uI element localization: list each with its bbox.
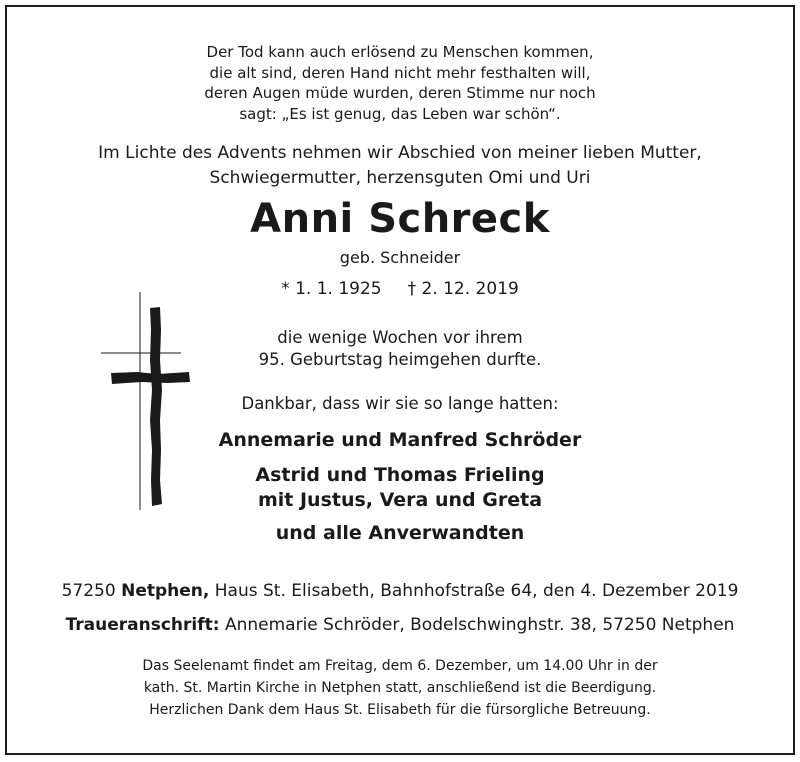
age-line: die wenige Wochen vor ihrem	[277, 328, 523, 347]
death-date: † 2. 12. 2019	[407, 279, 519, 299]
poem-line: Der Tod kann auch erlösend zu Menschen kommen,	[206, 43, 594, 61]
age-line: 95. Geburtstag heimgehen durfte.	[258, 350, 542, 369]
place-rest: Haus St. Elisabeth, Bahnhofstraße 64, den 4. Dezember 2019	[214, 581, 739, 601]
info-line: Das Seelenamt findet am Freitag, dem 6. Dezember, um 14.00 Uhr in der	[142, 658, 658, 674]
place-zip: 57250	[61, 581, 116, 601]
deceased-name: Anni Schreck	[250, 196, 550, 242]
family-line: und alle Anverwandten	[275, 522, 525, 544]
place-town: Netphen,	[121, 581, 210, 601]
address-label: Traueranschrift:	[65, 615, 220, 635]
birth-date: * 1. 1. 1925	[281, 279, 382, 299]
info-line: Herzlichen Dank dem Haus St. Elisabeth für die fürsorgliche Betreuung.	[149, 702, 651, 718]
intro-line: Im Lichte des Advents nehmen wir Abschied von meiner lieben Mutter,	[98, 143, 702, 163]
family-line: mit Justus, Vera und Greta	[257, 489, 543, 511]
family-line: Annemarie und Manfred Schröder	[218, 429, 582, 451]
poem-line: die alt sind, deren Hand nicht mehr festhalten will,	[209, 63, 591, 82]
intro-text	[0, 141, 800, 191]
poem-line: sagt: „Es ist genug, das Leben war schön“.	[239, 104, 561, 123]
poem-line: deren Augen müde wurden, deren Stimme nur noch	[204, 84, 596, 102]
intro-line: Schwiegermutter, herzensguten Omi und Uri	[209, 168, 591, 188]
service-info	[0, 655, 800, 721]
thanks-line: Dankbar, dass wir sie so lange hatten:	[241, 394, 559, 413]
info-line: kath. St. Martin Kirche in Netphen statt, anschließend ist die Beerdigung.	[143, 680, 657, 696]
mourning-address	[0, 615, 800, 635]
poem	[0, 42, 800, 124]
family-line: Astrid und Thomas Frieling	[255, 464, 545, 486]
address-value: Annemarie Schröder, Bodelschwinghstr. 38, 57250 Netphen	[224, 615, 735, 635]
cross-icon	[97, 290, 197, 512]
maiden-name: geb. Schneider	[339, 248, 461, 267]
place-date-line	[0, 581, 800, 601]
